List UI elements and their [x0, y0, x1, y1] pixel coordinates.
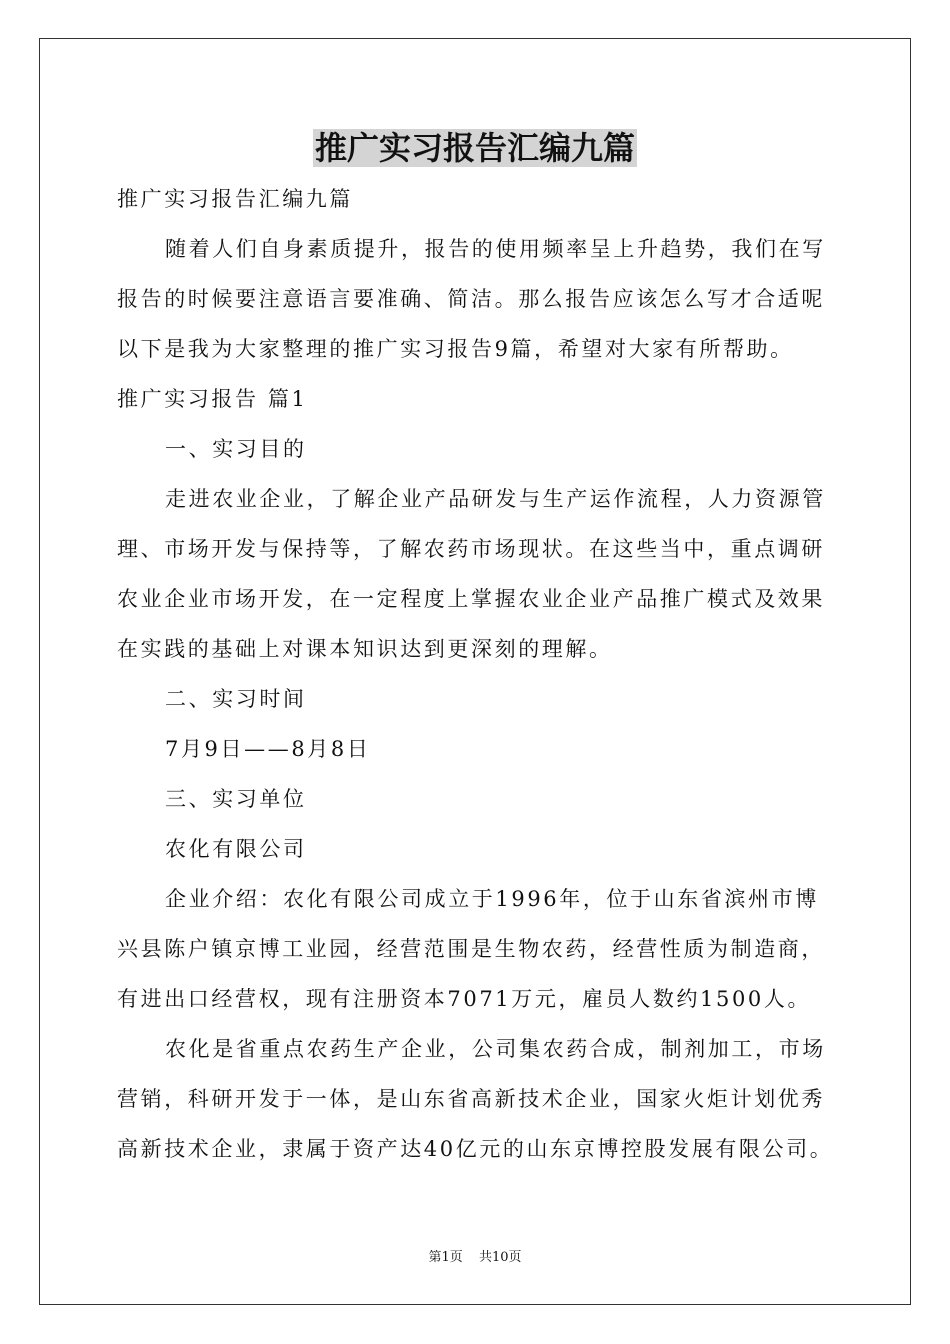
- subsection-heading: 一、实习目的: [165, 437, 307, 461]
- paragraph-line: 7月9日——8月8日: [165, 737, 371, 761]
- page-number: 第1页: [428, 1250, 463, 1265]
- subsection-heading: 三、实习单位: [165, 787, 307, 811]
- paragraph-line: 兴县陈户镇京博工业园，经营范围是生物农药，经营性质为制造商，: [117, 937, 825, 961]
- page-total: 共10页: [478, 1250, 522, 1265]
- subsection-heading: 二、实习时间: [165, 687, 307, 711]
- page-border: [39, 38, 911, 1305]
- paragraph-line: 走进农业企业，了解企业产品研发与生产运作流程，人力资源管: [165, 487, 826, 511]
- paragraph-line: 理、市场开发与保持等，了解农药市场现状。在这些当中，重点调研: [117, 537, 825, 561]
- document-title: [0, 124, 950, 172]
- paragraph-line: 随着人们自身素质提升，报告的使用频率呈上升趋势，我们在写: [165, 237, 826, 261]
- paragraph-line: 农化有限公司: [165, 837, 307, 861]
- paragraph-line: 有进出口经营权，现有注册资本7071万元，雇员人数约1500人。: [117, 987, 812, 1011]
- page-footer: [0, 1249, 950, 1267]
- paragraph-line: 营销，科研开发于一体，是山东省高新技术企业，国家火炬计划优秀: [117, 1087, 825, 1111]
- paragraph-line: 在实践的基础上对课本知识达到更深刻的理解。: [117, 637, 613, 661]
- paragraph-line: 企业介绍：农化有限公司成立于1996年，位于山东省滨州市博: [165, 887, 819, 911]
- subtitle-line: 推广实习报告汇编九篇: [117, 187, 353, 211]
- paragraph-line: 报告的时候要注意语言要准确、简洁。那么报告应该怎么写才合适呢: [117, 287, 825, 311]
- paragraph-line: 高新技术企业，隶属于资产达40亿元的山东京博控股发展有限公司。: [117, 1137, 834, 1161]
- section-heading: 推广实习报告 篇1: [117, 387, 308, 411]
- paragraph-line: 农业企业市场开发，在一定程度上掌握农业企业产品推广模式及效果: [117, 587, 825, 611]
- paragraph-line: 农化是省重点农药生产企业，公司集农药合成，制剂加工，市场: [165, 1037, 826, 1061]
- paragraph-line: 以下是我为大家整理的推广实习报告9篇，希望对大家有所帮助。: [117, 337, 794, 361]
- document-title-text: 推广实习报告汇编九篇: [314, 129, 635, 167]
